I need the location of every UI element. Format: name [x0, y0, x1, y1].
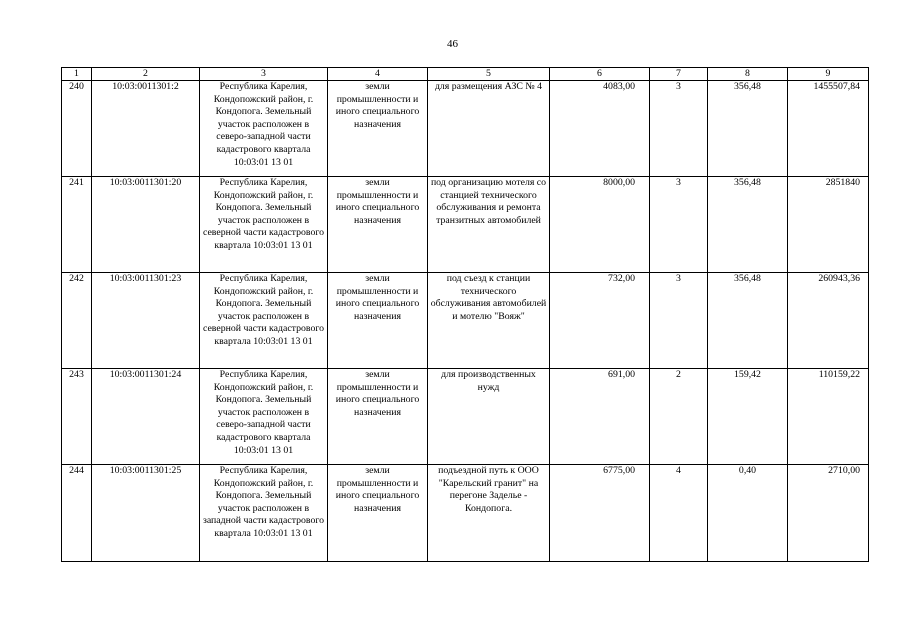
column-7-cell: 4: [650, 465, 708, 562]
column-header: 1: [62, 68, 92, 81]
table-row: [62, 273, 869, 369]
column-9-cell: 260943,36: [788, 273, 869, 369]
row-number: 241: [62, 177, 92, 273]
column-header: 3: [200, 68, 328, 81]
column-9-cell: 1455507,84: [788, 81, 869, 177]
land-plots-table: [61, 67, 869, 562]
location-cell: Республика Карелия, Кондопожский район, г. Кондопога. Земельный участок расположен в северо-западной части кадастрового квартала 10:03:01 13 01: [200, 369, 328, 465]
row-number: 240: [62, 81, 92, 177]
column-header: 6: [550, 68, 650, 81]
location-cell: Республика Карелия, Кондопожский район, г. Кондопога. Земельный участок расположен в северной части кадастрового квартала 10:03:01 13 01: [200, 273, 328, 369]
row-number: 244: [62, 465, 92, 562]
land-category-cell: земли промышленности и иного специального назначения: [328, 369, 428, 465]
column-7-cell: 3: [650, 177, 708, 273]
area-cell: 732,00: [550, 273, 650, 369]
header-row: [62, 68, 869, 81]
table-row: [62, 465, 869, 562]
column-9-cell: 2851840: [788, 177, 869, 273]
area-cell: 691,00: [550, 369, 650, 465]
area-cell: 4083,00: [550, 81, 650, 177]
cadastral-number: 10:03:0011301:23: [92, 273, 200, 369]
cadastral-number: 10:03:0011301:24: [92, 369, 200, 465]
land-category-cell: земли промышленности и иного специального назначения: [328, 465, 428, 562]
permitted-use-cell: для размещения АЗС № 4: [428, 81, 550, 177]
area-cell: 8000,00: [550, 177, 650, 273]
column-8-cell: 159,42: [708, 369, 788, 465]
cadastral-number: 10:03:0011301:25: [92, 465, 200, 562]
land-category-cell: земли промышленности и иного специального назначения: [328, 273, 428, 369]
location-cell: Республика Карелия, Кондопожский район, г. Кондопога. Земельный участок расположен в северной части кадастрового квартала 10:03:01 13 01: [200, 177, 328, 273]
column-7-cell: 2: [650, 369, 708, 465]
area-cell: 6775,00: [550, 465, 650, 562]
column-7-cell: 3: [650, 273, 708, 369]
row-number: 242: [62, 273, 92, 369]
column-8-cell: 356,48: [708, 273, 788, 369]
column-8-cell: 0,40: [708, 465, 788, 562]
column-7-cell: 3: [650, 81, 708, 177]
column-9-cell: 2710,00: [788, 465, 869, 562]
table-row: [62, 369, 869, 465]
column-header: 9: [788, 68, 869, 81]
table-row: [62, 81, 869, 177]
cadastral-number: 10:03:0011301:2: [92, 81, 200, 177]
permitted-use-cell: под съезд к станции технического обслуживания автомобилей и мотелю "Вояж": [428, 273, 550, 369]
column-header: 2: [92, 68, 200, 81]
page-number: 46: [447, 38, 458, 50]
column-header: 4: [328, 68, 428, 81]
column-header: 7: [650, 68, 708, 81]
table-row: [62, 177, 869, 273]
column-header: 5: [428, 68, 550, 81]
location-cell: Республика Карелия, Кондопожский район, г. Кондопога. Земельный участок расположен в западной части кадастрового квартала 10:03:01 13 01: [200, 465, 328, 562]
column-header: 8: [708, 68, 788, 81]
cadastral-number: 10:03:0011301:20: [92, 177, 200, 273]
column-8-cell: 356,48: [708, 81, 788, 177]
permitted-use-cell: подъездной путь к ООО "Карельский гранит" на перегоне Заделье - Кондопога.: [428, 465, 550, 562]
permitted-use-cell: под организацию мотеля со станцией технического обслуживания и ремонта транзитных автомобилей: [428, 177, 550, 273]
column-8-cell: 356,48: [708, 177, 788, 273]
permitted-use-cell: для производственных нужд: [428, 369, 550, 465]
row-number: 243: [62, 369, 92, 465]
column-9-cell: 110159,22: [788, 369, 869, 465]
land-category-cell: земли промышленности и иного специального назначения: [328, 177, 428, 273]
location-cell: Республика Карелия, Кондопожский район, г. Кондопога. Земельный участок расположен в северо-западной части кадастрового квартала 10:03:01 13 01: [200, 81, 328, 177]
land-category-cell: земли промышленности и иного специального назначения: [328, 81, 428, 177]
